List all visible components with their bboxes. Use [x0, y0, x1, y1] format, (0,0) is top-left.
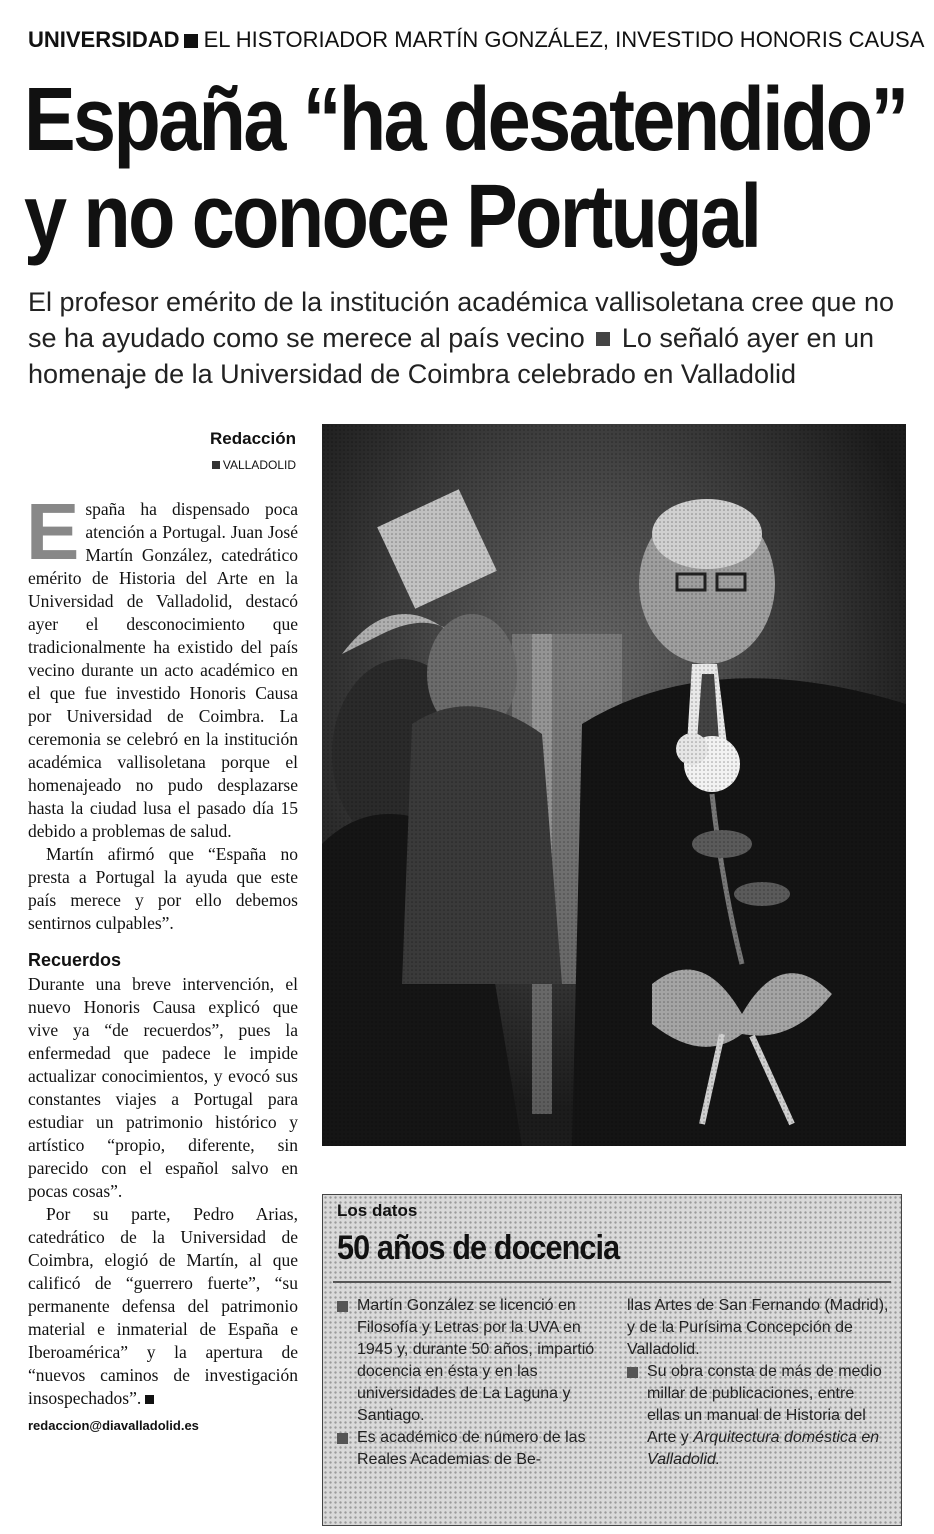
byline-author: Redacción: [210, 429, 296, 448]
sidebar-label: Los datos: [337, 1201, 418, 1220]
sidebar-box: [322, 1194, 902, 1526]
square-bullet-icon: [596, 332, 610, 346]
subhead: Recuerdos: [28, 950, 122, 970]
paragraph-4: [28, 1203, 298, 1410]
section-label: UNIVERSIDAD: [28, 27, 180, 52]
paragraph-1-text: spaña ha dispensado poca atención a Portugal. Juan José Martín González, catedrático emérito de Historia del Arte en la Universidad de Valladolid, destacó ayer el desconocimiento que tradicionalmente ha existido del país vecino durante un acto académico en el que fue investido Honoris Causa por Universidad de Coimbra. La ceremonia se celebró en la institución académica vallisoletana porque el homenajeado no pudo desplazarse hasta la ciudad lusa el pasado día 15 debido a problemas de salud.: [28, 499, 298, 841]
byline: [120, 428, 296, 474]
article-body: [26, 487, 298, 1437]
paragraph-1: [26, 487, 298, 843]
headline-line-2: y no conoce Portugal: [24, 167, 760, 267]
news-photo: [322, 424, 906, 1146]
divider: [333, 1281, 891, 1283]
paragraph-3: Durante una breve intervención, el nuevo Honoris Causa explicó que vive ya “de recuerdos”, pues la enfermedad que padece le impide actualizar conocimientos, y evocó sus constantes viajes a Portugal para estudiar un patrimonio histórico y artístico “propio, diferente, sin parecido con el español salvo en pocas cosas”.: [28, 974, 298, 1201]
end-mark-icon: [145, 1395, 154, 1404]
paragraph-2: Martín afirmó que “España no presta a Portugal la ayuda que este país merece y por ello debemos sentirnos culpables”.: [28, 844, 298, 933]
deck: [28, 284, 908, 392]
square-bullet-icon: [337, 1301, 348, 1312]
sidebar-column-left: [337, 1295, 599, 1471]
sidebar-title: 50 años de docencia: [337, 1229, 620, 1267]
kicker: [28, 26, 925, 54]
square-bullet-icon: [212, 461, 220, 469]
author-email: redaccion@diavalladolid.es: [28, 1418, 199, 1433]
headline: [24, 70, 907, 267]
deck-part-2: Lo señaló ayer en un homenaje de la Universidad de Coimbra celebrado en Valladolid: [28, 323, 875, 389]
byline-place-text: VALLADOLID: [222, 458, 296, 472]
square-bullet-icon: [337, 1433, 348, 1444]
sidebar-bullet-1: [337, 1295, 599, 1427]
book-title: Arquitectura doméstica en Valladolid.: [647, 1429, 880, 1468]
byline-place: [120, 456, 296, 474]
sidebar-bullet-3: [627, 1361, 889, 1471]
photo-illustration: [322, 424, 906, 1146]
square-bullet-icon: [627, 1367, 638, 1378]
sidebar-column-right: [627, 1295, 889, 1471]
square-bullet-icon: [184, 34, 198, 48]
paragraph-4-text: Por su parte, Pedro Arias, catedrático de la Universidad de Coimbra, elogió de Martín, al que calificó de “guerrero fuerte”, “su permanente defensa del patrimonio material e inmaterial de España e Iberoamérica” y la apertura de “nuevos caminos de investigación insospechados”.: [28, 1204, 298, 1408]
drop-cap: E: [26, 487, 80, 576]
headline-line-1: España “ha desatendido”: [24, 70, 907, 170]
sidebar-bullet-2-text: Es académico de número de las Reales Academias de Be-: [357, 1429, 586, 1468]
sidebar-bullet-2: [337, 1427, 599, 1471]
kicker-text: EL HISTORIADOR MARTÍN GONZÁLEZ, INVESTIDO HONORIS CAUSA: [203, 27, 925, 52]
sidebar-bullet-1-text: Martín González se licenció en Filosofía y Letras por la UVA en 1945 y, durante 50 años, impartió docencia en ésta y en las universidades de La Laguna y Santiago.: [357, 1297, 595, 1424]
deck-part-1: El profesor emérito de la institución académica vallisoletana cree que no se ha ayudado como se merece al país vecino: [28, 287, 894, 353]
sidebar-bullet-2-continued: llas Artes de San Fernando (Madrid), y de la Purísima Concepción de Valladolid.: [627, 1297, 889, 1358]
sidebar-bullet-3-text: Su obra consta de más de medio millar de publicaciones, entre ellas un manual de Historia del Arte y: [647, 1363, 882, 1446]
